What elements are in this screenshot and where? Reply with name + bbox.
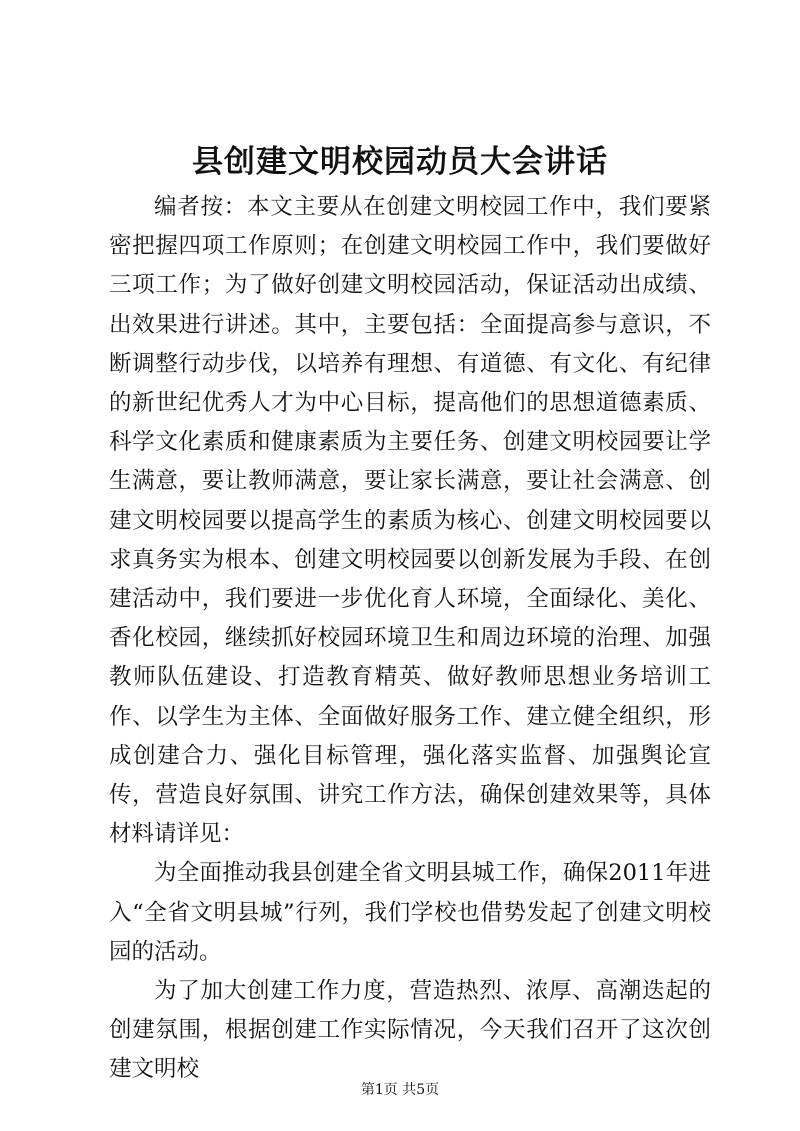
body-paragraph: 为全面推动我县创建全省文明县城工作，确保2011年进入“全省文明县城”行列，我们学校也借势发起了创建文明校园的活动。 bbox=[109, 860, 711, 965]
page-number-footer: 第1页 共5页 bbox=[360, 1082, 440, 1098]
document-body bbox=[109, 188, 711, 1090]
document-title: 县创建文明校园动员大会讲话 bbox=[192, 144, 608, 180]
body-paragraph: 为了加大创建工作力度，营造热烈、浓厚、高潮迭起的创建氛围，根据创建工作实际情况，今天我们召开了这次创建文明校 bbox=[109, 978, 711, 1083]
editor-note-paragraph: 编者按：本文主要从在创建文明校园工作中，我们要紧密把握四项工作原则；在创建文明校园工作中，我们要做好三项工作；为了做好创建文明校园活动，保证活动出成绩、出效果进行讲述。其中，主要包括：全面提高参与意识，不断调整行动步伐，以培养有理想、有道德、有文化、有纪律的新世纪优秀人才为中心目标，提高他们的思想道德素质、科学文化素质和健康素质为主要任务、创建文明校园要让学生满意，要让教师满意，要让家长满意，要让社会满意、创建文明校园要以提高学生的素质为核心、创建文明校园要以求真务实为根本、创建文明校园要以创新发展为手段、在创建活动中，我们要进一步优化育人环境，全面绿化、美化、香化校园，继续抓好校园环境卫生和周边环境的治理、加强教师队伍建设、打造教育精英、做好教师思想业务培训工作、以学生为主体、全面做好服务工作、建立健全组织，形成创建合力、强化目标管理，强化落实监督、加强舆论宣传，营造良好氛围、讲究工作方法，确保创建效果等，具体材料请详见： bbox=[109, 194, 711, 848]
